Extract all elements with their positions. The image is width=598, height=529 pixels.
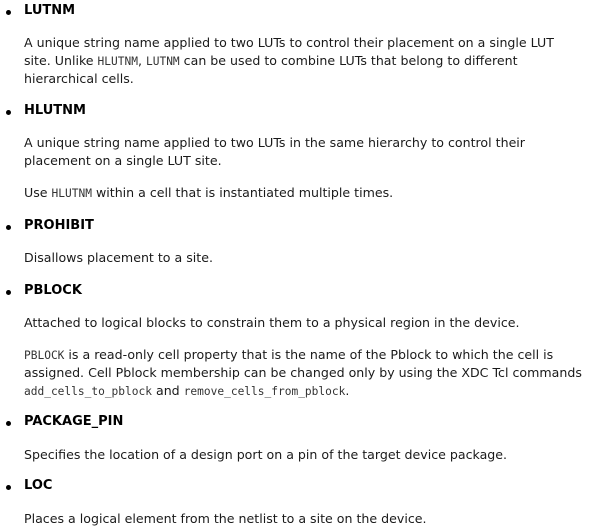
text-run: and xyxy=(151,383,184,398)
text-run: assigned. Cell Pblock membership can be changed only by using the XDC Tcl commands xyxy=(24,365,582,380)
text-run: hierarchical cells. xyxy=(24,71,134,86)
text-line xyxy=(24,382,596,400)
text-run: A unique string name applied to two LUTs to control their placement on a single LUT xyxy=(24,35,554,50)
code-term: HLUTNM xyxy=(97,55,138,68)
property-name: PACKAGE_PIN xyxy=(24,414,124,429)
text-line xyxy=(24,184,596,202)
bullet-icon xyxy=(6,110,11,115)
text-run: placement on a single LUT site. xyxy=(24,153,222,168)
property-name: LOC xyxy=(24,478,53,493)
property-description xyxy=(24,314,596,332)
property-name: PROHIBIT xyxy=(24,218,94,233)
bullet-icon xyxy=(6,290,11,295)
text-line xyxy=(24,70,596,88)
text-line xyxy=(24,134,596,152)
bullet-icon xyxy=(6,225,11,230)
text-run: site. Unlike xyxy=(24,53,98,68)
text-line xyxy=(24,152,596,170)
property-description xyxy=(24,184,596,202)
text-run: is a read-only cell property that is the name of the Pblock to which the cell is xyxy=(64,347,554,362)
text-run: Disallows placement to a site. xyxy=(24,250,213,265)
code-term: add_cells_to_pblock xyxy=(24,385,152,398)
property-description xyxy=(24,34,596,88)
property-description xyxy=(24,134,596,170)
property-name: LUTNM xyxy=(24,3,76,18)
text-line xyxy=(24,314,596,332)
text-run: . xyxy=(345,383,350,398)
bullet-icon xyxy=(6,10,11,15)
text-run: can be used to combine LUTs that belong to different xyxy=(179,53,518,68)
code-term: remove_cells_from_pblock xyxy=(183,385,346,398)
bullet-icon xyxy=(6,421,11,426)
text-run: Specifies the location of a design port on a pin of the target device package. xyxy=(24,447,508,462)
text-line xyxy=(24,34,596,52)
property-description xyxy=(24,510,596,528)
text-line xyxy=(24,446,596,464)
property-name: HLUTNM xyxy=(24,103,86,118)
code-term: LUTNM xyxy=(145,55,180,68)
text-run: Attached to logical blocks to constrain them to a physical region in the device. xyxy=(24,315,520,330)
property-description xyxy=(24,446,596,464)
text-line xyxy=(24,249,596,267)
code-term: PBLOCK xyxy=(24,349,65,362)
text-run: within a cell that is instantiated multiple times. xyxy=(91,185,394,200)
property-description xyxy=(24,346,596,400)
text-run: A unique string name applied to two LUTs in the same hierarchy to control their xyxy=(24,135,525,150)
text-line xyxy=(24,346,596,364)
text-line xyxy=(24,510,596,528)
text-line xyxy=(24,52,596,70)
property-description xyxy=(24,249,596,267)
text-line xyxy=(24,364,596,382)
code-term: HLUTNM xyxy=(51,187,92,200)
text-run: Use xyxy=(24,185,52,200)
text-run: , xyxy=(137,53,146,68)
property-name: PBLOCK xyxy=(24,283,82,298)
bullet-icon xyxy=(6,485,11,490)
text-run: Places a logical element from the netlist to a site on the device. xyxy=(24,511,427,526)
